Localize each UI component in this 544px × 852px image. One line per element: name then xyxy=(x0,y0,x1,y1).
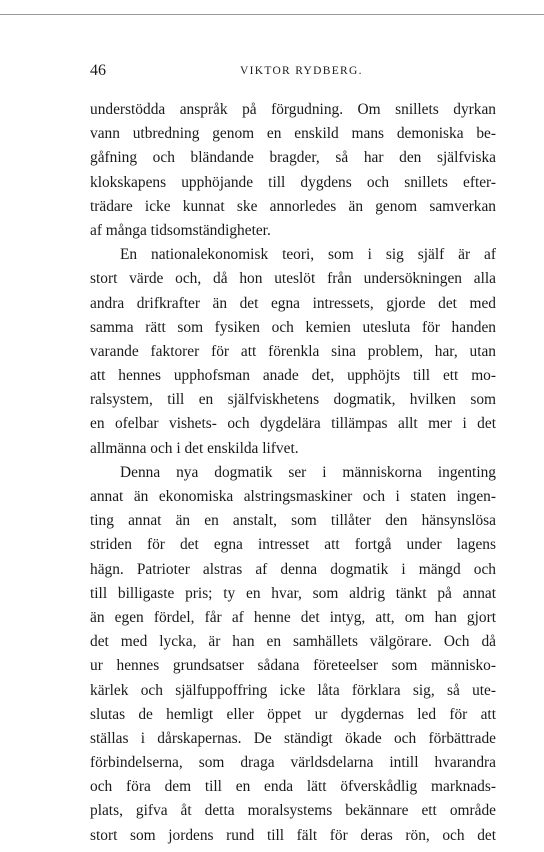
text-line: än egen fördel, får af henne det intyg, att, om han gjort xyxy=(90,608,496,626)
text-line: annat än ekonomiska alstringsmaskiner och i staten ingen- xyxy=(90,488,496,505)
body-text xyxy=(90,98,496,848)
paragraph xyxy=(90,98,496,243)
text-line: ting annat än en anstalt, som tillåter den hänsynslösa xyxy=(90,512,496,530)
text-line: Denna nya dogmatik ser i människorna ingenting xyxy=(120,463,496,481)
text-line: förbindelserna, som draga världsdelarna intill hvarandra xyxy=(90,754,496,772)
text-line: kärlek och själfuppoffring icke låta förklara sig, så ute- xyxy=(90,681,496,699)
text-line: och föra dem till en enda lätt öfverskådlig marknads- xyxy=(90,778,496,796)
text-line: understödda anspråk på förgudning. Om snillets dyrkan xyxy=(90,101,496,118)
text-line: att hennes upphofsman anade det, upphöjts till ett mo- xyxy=(90,367,496,385)
paragraph xyxy=(90,243,496,461)
text-line: till billigaste pris; ty en hvar, som aldrig tänkt på annat xyxy=(90,584,496,602)
text-line: det med lycka, är han en samhällets välgörare. Och då xyxy=(90,633,496,651)
text-line: ställas i dårskapernas. De ständigt ökade och förbättrade xyxy=(90,729,496,747)
running-head: VIKTOR RYDBERG. xyxy=(240,65,363,77)
text-line: stort värde och, då hon uteslöt från undersökningen alla xyxy=(90,270,496,288)
text-line: trädare icke kunnat ske annorledes än genom samverkan xyxy=(90,197,496,215)
text-line: allmänna och i det enskilda lifvet. xyxy=(90,439,299,457)
text-line: varande faktorer för att förenkla sina problem, har, utan xyxy=(90,342,496,360)
text-line: ralsystem, till en själfviskhetens dogmatik, hvilken som xyxy=(90,391,496,409)
top-rule xyxy=(0,14,544,15)
text-line: gåfning och bländande bragder, så har den själfviska xyxy=(90,149,496,167)
text-line: klokskapens upphöjande till dygdens och snillets efter- xyxy=(90,173,496,191)
text-line: En nationalekonomisk teori, som i sig själf är af xyxy=(120,246,496,264)
text-line: stort som jordens rund till fält för deras rön, och det xyxy=(90,826,496,844)
text-line: plats, gifva åt detta moralsystems bekännare ett område xyxy=(90,802,496,820)
text-line: hägn. Patrioter alstras af denna dogmatik i mängd och xyxy=(90,560,496,578)
text-line: samma rätt som fysiken och kemien utesluta för handen xyxy=(90,318,496,336)
page-header xyxy=(90,62,496,84)
text-line: andra drifkrafter än det egna intressets, gjorde det med xyxy=(90,294,496,312)
text-line: slutas de hemligt eller öppet ur dygdernas led för att xyxy=(90,705,496,723)
page-number: 46 xyxy=(90,62,106,79)
text-line: af många tidsomständigheter. xyxy=(90,221,271,239)
text-line: en ofelbar vishets- och dygdelära tillämpas allt mer i det xyxy=(90,415,496,433)
paragraph xyxy=(90,461,496,848)
text-line: ur hennes grundsatser sådana företeelser som människo- xyxy=(90,657,496,675)
text-line: striden för det egna intresset att fortgå under lagens xyxy=(90,536,496,554)
text-line: vann utbredning genom en enskild mans demoniska be- xyxy=(90,125,496,143)
